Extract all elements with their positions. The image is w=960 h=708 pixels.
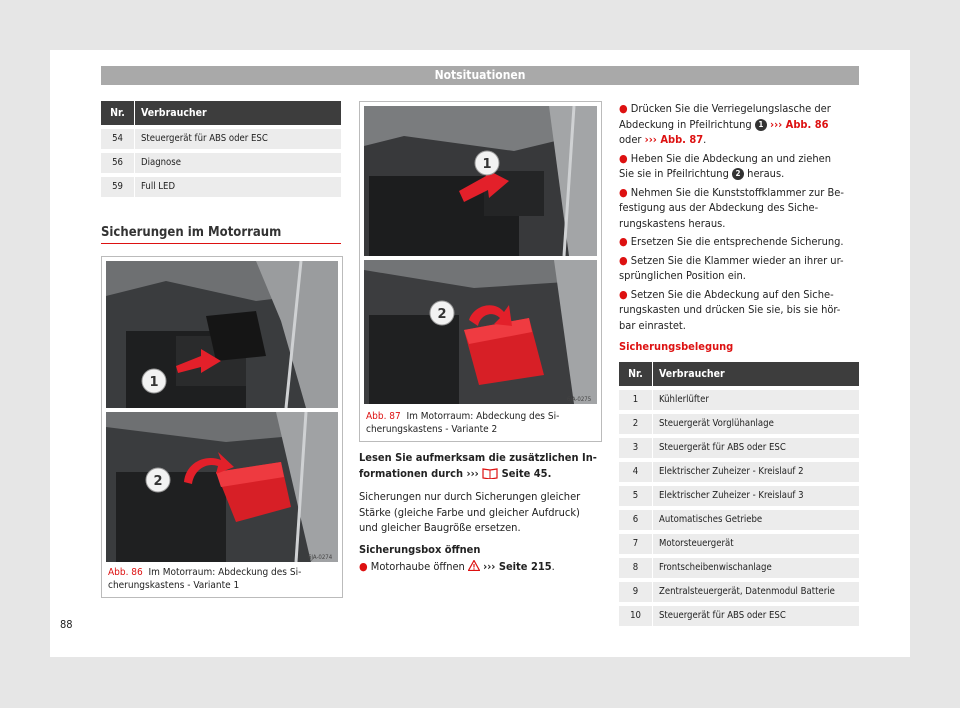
bullet-text: Motorhaube öffnen bbox=[370, 560, 465, 573]
table-row bbox=[619, 414, 859, 434]
caption-line-1: Im Motorraum: Abdeckung des Si- bbox=[406, 411, 560, 422]
row-label: Zentralsteuergerät, Datenmodul Batterie bbox=[652, 582, 859, 602]
row-label: Kühlerlüfter bbox=[652, 390, 859, 410]
figure-label: Abb. 86 bbox=[108, 567, 143, 578]
step-2-line-1: Heben Sie die Abdeckung an und ziehen bbox=[630, 151, 832, 165]
row-label: Diagnose bbox=[134, 153, 341, 173]
figure-87 bbox=[359, 101, 602, 442]
table-row bbox=[619, 438, 859, 458]
figure-label: Abb. 87 bbox=[366, 411, 401, 422]
row-label: Elektrischer Zuheizer - Kreislauf 3 bbox=[652, 486, 859, 506]
page-header: Notsituationen bbox=[101, 66, 859, 85]
paragraph bbox=[359, 489, 604, 536]
engine-photo-1 bbox=[364, 106, 597, 256]
warn-line-1: Lesen Sie aufmerksam die zusätzlichen In- bbox=[359, 451, 597, 464]
step-1-line-2: Abdeckung in Pfeilrichtung bbox=[619, 117, 752, 131]
col-nr-header: Nr. bbox=[628, 368, 643, 380]
bullet-icon: ● bbox=[619, 287, 628, 301]
figure-code: 6JA-0275 bbox=[567, 396, 592, 403]
table-row bbox=[101, 177, 341, 197]
subhead: Sicherungsbelegung bbox=[619, 340, 734, 353]
figure-caption bbox=[108, 566, 338, 592]
step-4 bbox=[619, 234, 859, 250]
p1-line-3: und gleicher Baugröße ersetzen. bbox=[359, 521, 521, 534]
row-nr: 54 bbox=[112, 133, 123, 144]
bullet-icon: ● bbox=[619, 151, 628, 165]
book-icon bbox=[482, 467, 498, 484]
warn-line-2: formationen durch bbox=[359, 466, 464, 480]
warning-triangle-icon bbox=[468, 560, 480, 576]
table-row bbox=[619, 606, 859, 626]
step-5-line-2: sprünglichen Position ein. bbox=[619, 269, 746, 282]
bullet-icon: ● bbox=[619, 235, 628, 248]
row-nr: 5 bbox=[632, 490, 639, 501]
step-3-line-3: rungskastens heraus. bbox=[619, 216, 726, 230]
row-label: Steuergerät für ABS oder ESC bbox=[134, 129, 341, 149]
row-nr: 1 bbox=[632, 394, 639, 405]
warn-arrows: ››› bbox=[466, 466, 479, 480]
table-row bbox=[101, 153, 341, 173]
bullet-icon: ● bbox=[619, 185, 628, 199]
figure-code: 6JA-0274 bbox=[308, 554, 333, 561]
step-6 bbox=[619, 287, 859, 334]
row-label: Steuergerät für ABS oder ESC bbox=[652, 438, 859, 458]
step-6-line-2: rungskasten und drücken Sie sie, bis sie hör- bbox=[619, 303, 841, 316]
section-title: Sicherungen im Motorraum bbox=[101, 225, 341, 244]
middle-text bbox=[359, 450, 604, 576]
row-label: Steuergerät für ABS oder ESC bbox=[652, 606, 859, 626]
step-1: ● Drücken Sie die Verriegelungslasche der Abdeckung in Pfeilrichtung 1 ››› Abb. 86 oder ››› Abb. 87. bbox=[619, 102, 831, 146]
callout-1: 1 bbox=[149, 375, 159, 390]
abb-86-link[interactable]: ››› Abb. 86 bbox=[770, 117, 829, 131]
box-title: Sicherungsbox öffnen bbox=[359, 542, 481, 556]
bullet-icon: ● bbox=[359, 560, 368, 573]
row-nr: 8 bbox=[632, 562, 639, 573]
engine-photo-2 bbox=[364, 260, 597, 404]
step-1-line-3: oder bbox=[619, 133, 642, 146]
bullet-icon: ● bbox=[619, 253, 628, 267]
step-6-line-3: bar einrastet. bbox=[619, 318, 686, 332]
table-row bbox=[619, 486, 859, 506]
arrow-number-badge: 2 bbox=[732, 168, 744, 180]
fuse-table-top bbox=[101, 101, 341, 197]
bullet-item: ● Motorhaube öffnen ››› Seite 215. bbox=[359, 559, 604, 576]
step-5-line-1: Setzen Sie die Klammer wieder an ihrer ur- bbox=[630, 253, 844, 267]
table-row bbox=[619, 510, 859, 530]
step-3-line-2: festigung aus der Abdeckung des Siche- bbox=[619, 201, 819, 214]
right-text bbox=[619, 101, 859, 355]
row-nr: 56 bbox=[112, 157, 123, 168]
seite-45-link[interactable]: Seite 45 bbox=[501, 466, 548, 480]
table-header bbox=[619, 362, 859, 386]
seite-215-link[interactable]: ››› Seite 215 bbox=[483, 560, 552, 573]
bullet-icon: ● bbox=[619, 102, 628, 115]
engine-bay-illustration bbox=[364, 260, 597, 404]
table-row bbox=[619, 558, 859, 578]
callout-2: 2 bbox=[153, 474, 163, 489]
table-header bbox=[101, 101, 341, 125]
step-2-line-2: Sie sie in Pfeilrichtung bbox=[619, 167, 729, 180]
row-nr: 6 bbox=[632, 514, 639, 525]
table-row bbox=[101, 129, 341, 149]
step-1-line-1: Drücken Sie die Verriegelungslasche der bbox=[630, 102, 831, 115]
step-3-line-1: Nehmen Sie die Kunststoffklammer zur Be- bbox=[630, 185, 844, 199]
table-row bbox=[619, 582, 859, 602]
p1-line-2: Stärke (gleiche Farbe und gleicher Aufdruck) bbox=[359, 505, 580, 519]
row-label: Motorsteuergerät bbox=[652, 534, 859, 554]
callout-1: 1 bbox=[482, 157, 492, 172]
engine-bay-illustration bbox=[106, 261, 338, 408]
step-2 bbox=[619, 151, 859, 182]
row-label: Full LED bbox=[134, 177, 341, 197]
row-nr: 3 bbox=[632, 442, 639, 453]
callout-2: 2 bbox=[437, 307, 447, 322]
row-nr: 7 bbox=[632, 538, 639, 549]
arrow-number-badge: 1 bbox=[755, 119, 767, 131]
row-nr: 9 bbox=[632, 586, 639, 597]
row-label: Steuergerät Vorglühanlage bbox=[652, 414, 859, 434]
row-nr: 10 bbox=[630, 610, 641, 621]
step-4-line-1: Ersetzen Sie die entsprechende Sicherung. bbox=[630, 235, 844, 248]
page-number: 88 bbox=[60, 618, 73, 631]
caption-line-2: cherungskastens - Variante 1 bbox=[108, 580, 240, 591]
row-label: Automatisches Getriebe bbox=[652, 510, 859, 530]
col-consumer-header: Verbraucher bbox=[134, 101, 341, 125]
engine-photo-1 bbox=[106, 261, 338, 408]
figure-86 bbox=[101, 256, 343, 598]
step-3 bbox=[619, 185, 859, 232]
step-5 bbox=[619, 253, 859, 284]
row-label: Frontscheibenwischanlage bbox=[652, 558, 859, 578]
row-nr: 4 bbox=[632, 466, 639, 477]
col-consumer-header: Verbraucher bbox=[652, 362, 859, 386]
step-6-line-1: Setzen Sie die Abdeckung auf den Siche- bbox=[630, 287, 834, 301]
p1-line-1: Sicherungen nur durch Sicherungen gleicher bbox=[359, 490, 581, 503]
engine-photo-2 bbox=[106, 412, 338, 562]
engine-bay-illustration bbox=[364, 106, 597, 256]
row-nr: 2 bbox=[632, 418, 639, 429]
engine-bay-illustration bbox=[106, 412, 338, 562]
fuse-table-right bbox=[619, 362, 859, 626]
abb-87-link[interactable]: ››› Abb. 87 bbox=[644, 133, 704, 146]
row-nr: 59 bbox=[112, 181, 123, 192]
caption-line-2: cherungskastens - Variante 2 bbox=[366, 424, 498, 435]
table-row bbox=[619, 390, 859, 410]
table-row bbox=[619, 534, 859, 554]
caption-line-1: Im Motorraum: Abdeckung des Si- bbox=[148, 567, 302, 578]
table-row bbox=[619, 462, 859, 482]
row-label: Elektrischer Zuheizer - Kreislauf 2 bbox=[652, 462, 859, 482]
warning-note: Lesen Sie aufmerksam die zusätzlichen In- formationen durch ››› Seite 45. bbox=[359, 450, 604, 483]
step-2-line-3: heraus. bbox=[747, 167, 785, 180]
figure-caption bbox=[366, 410, 596, 436]
col-nr-header: Nr. bbox=[110, 107, 125, 119]
